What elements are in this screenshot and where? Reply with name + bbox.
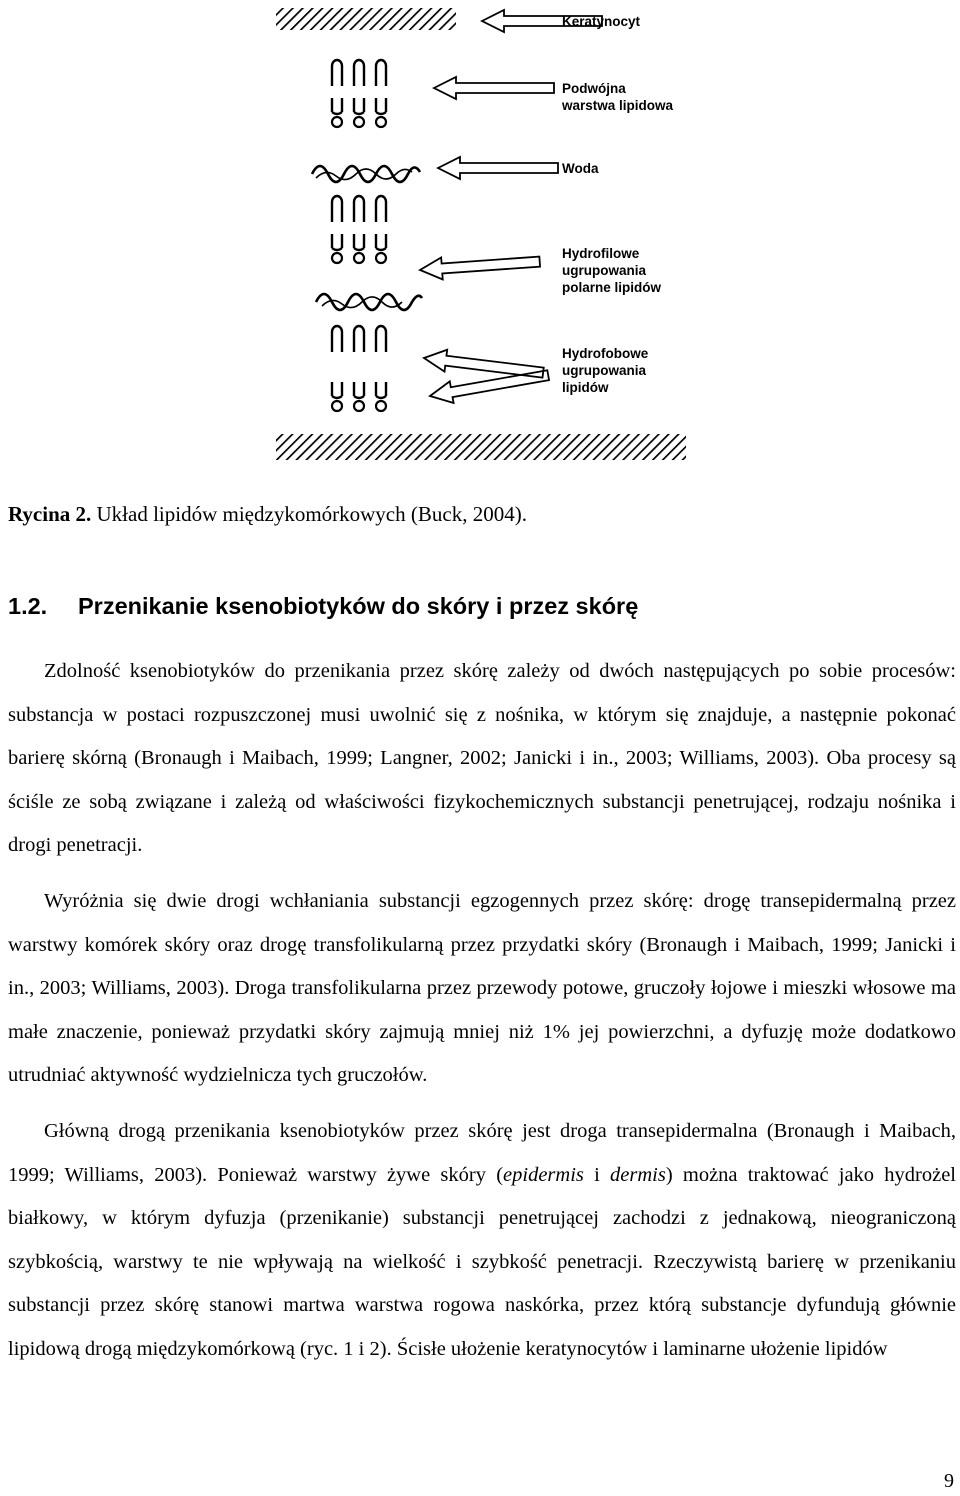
paragraph-1 (8, 650, 956, 868)
paragraph-2 (8, 880, 956, 1098)
paragraph-3-text-c: ) można traktować jako hydrożel białkowy, w którym dyfuzja (przenikanie) substancji penetrującej zachodzi z jednakową, nieograniczoną szybkością, warstwy te nie wpływają na wielkość i szybkość penetracji. Rzeczywistą barierę w przenikaniu substancji przez skórę stanowi martwa warstwa rogowa naskórka, przez którą substancje dyfundują głównie lipidową drogą międzykomórkową (ryc. 1 i 2). Ścisłe ułożenie keratynocytów i laminarne ułożenie lipidów (8, 1163, 956, 1360)
label-hydrophobic-3: lipidów (562, 380, 609, 395)
arrow-water (438, 157, 558, 179)
label-hydrophilic-1: Hydrofilowe (562, 246, 640, 261)
lipid-bilayer-3 (332, 326, 386, 411)
arrow-hydrophobic-1 (423, 347, 545, 383)
paragraph-3 (8, 1110, 956, 1372)
water-wave-2 (316, 294, 422, 310)
paragraph-3-text-b: i (583, 1163, 611, 1186)
label-hydrophilic-3: polarne lipidów (562, 280, 662, 295)
lipid-bilayer-2 (332, 196, 386, 263)
figure-caption (8, 502, 527, 527)
section-title: Przenikanie ksenobiotyków do skóry i przez skórę (78, 593, 639, 619)
label-bilayer-1: Podwójna (562, 81, 626, 96)
keratinocyte-top (276, 8, 456, 30)
paragraph-1-text: Zdolność ksenobiotyków do przenikania przez skórę zależy od dwóch następujących po sobie procesów: substancja w postaci rozpuszczonej musi uwolnić się z nośnika, w którym się znajduje, a następnie pokonać barierę skórną (Bronaugh i Maibach, 1999; Langner, 2002; Janicki i in., 2003; Williams, 2003). Oba procesy są ściśle ze sobą związane i zależą od właściwości fizykochemicznych substancji penetrującej, rodzaju nośnika i drogi penetracji. (8, 660, 956, 857)
paragraph-3-text-a: Główną drogą przenikania ksenobiotyków przez skórę jest droga transepidermalna (Bronaugh i Maibach, 1999; Williams, 2003). Ponieważ warstwy żywe skóry ( (8, 1119, 956, 1186)
arrow-hydrophilic (419, 251, 540, 281)
keratinocyte-bottom (276, 434, 686, 460)
paragraph-2-text: Wyróżnia się dwie drogi wchłaniania substancji egzogennych przez skórę: drogę transepidermalną przez warstwy komórek skóry oraz drogę transfolikularną przez przydatki skóry (Bronaugh i Maibach, 1999; Janicki i in., 2003; Williams, 2003). Droga transfolikularna przez przewody potowe, gruczoły łojowe i mieszki włosowe ma małe znaczenie, ponieważ przydatki skóry zajmują mniej niż 1% jej powierzchni, a dyfuzję może dodatkowo utrudniać aktywność wydzielnicza tych gruczołów. (8, 889, 956, 1087)
lipid-bilayer-diagram (274, 6, 688, 464)
page-number: 9 (944, 1470, 954, 1492)
label-water: Woda (562, 161, 599, 176)
term-dermis: dermis (610, 1163, 666, 1186)
arrow-bilayer (434, 77, 554, 99)
lipid-bilayer-1 (332, 60, 386, 127)
caption-text: Układ lipidów międzykomórkowych (Buck, 2004). (91, 502, 527, 526)
body-text (8, 650, 956, 1372)
label-hydrophobic-1: Hydrofobowe (562, 346, 649, 361)
term-epidermis: epidermis (503, 1163, 584, 1186)
label-bilayer-2: warstwa lipidowa (562, 98, 674, 113)
label-hydrophilic-2: ugrupowania (562, 263, 646, 278)
label-keratinocyte: Keratynocyt (562, 14, 641, 29)
section-number: 1.2. (8, 593, 48, 619)
caption-label: Rycina 2. (8, 502, 92, 526)
label-hydrophobic-2: ugrupowania (562, 363, 646, 378)
section-heading (8, 593, 638, 620)
